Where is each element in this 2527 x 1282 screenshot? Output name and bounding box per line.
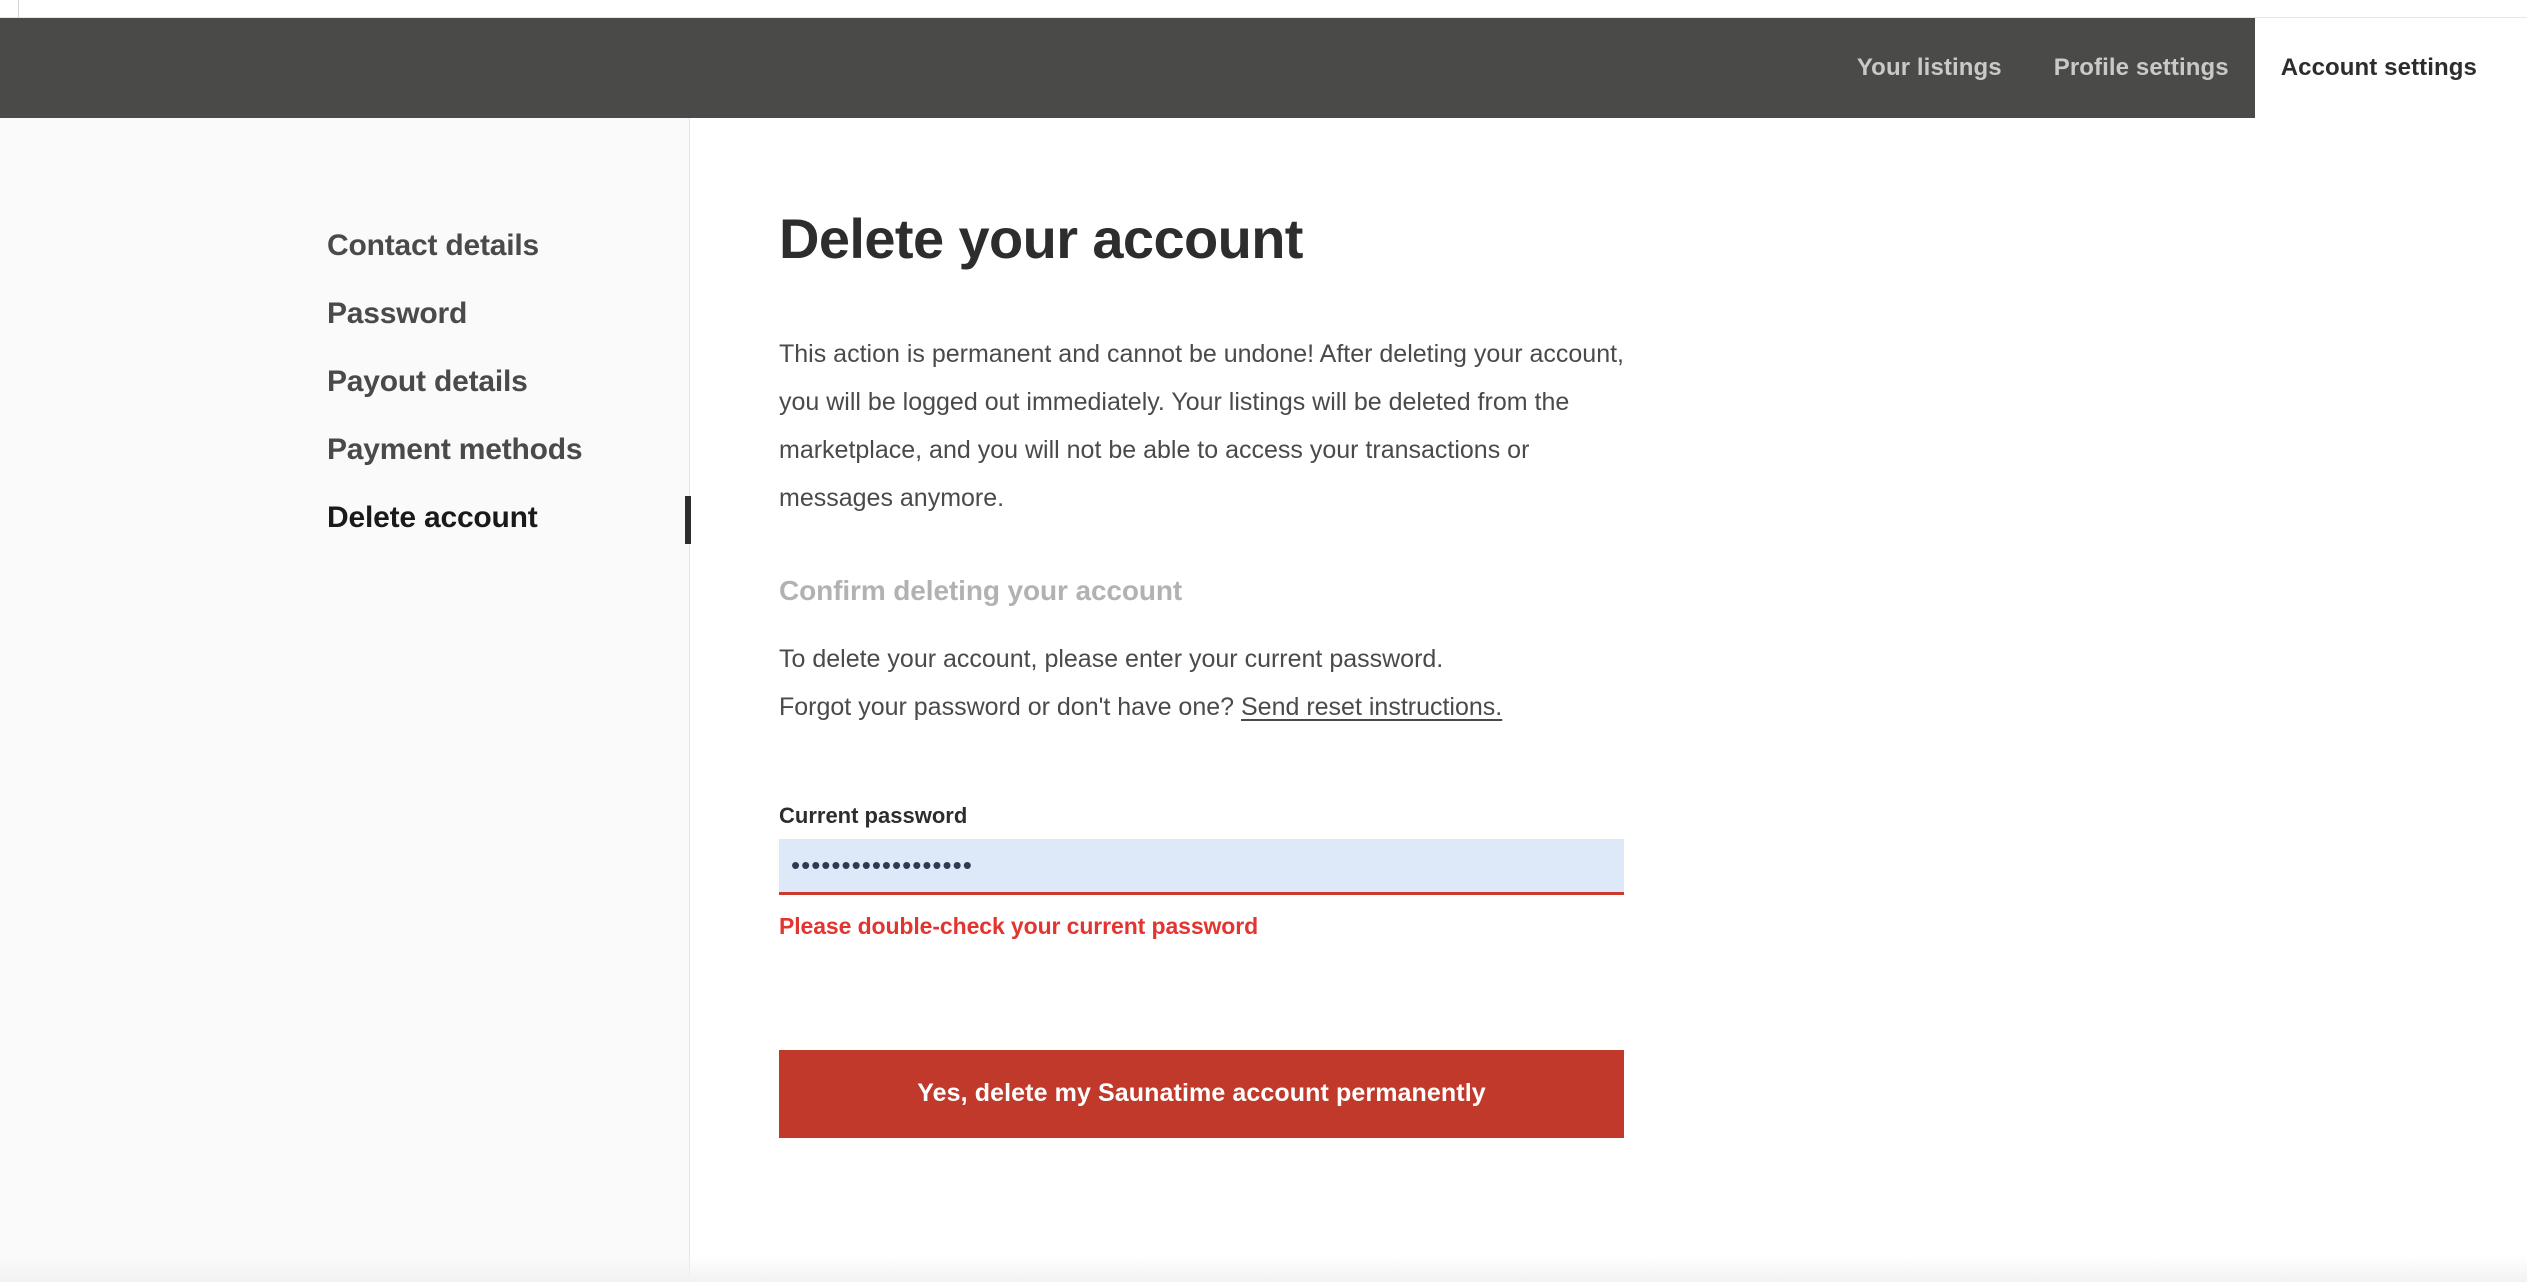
sidebar-item-contact-details[interactable]: Contact details bbox=[327, 229, 540, 262]
delete-account-button[interactable]: Yes, delete my Saunatime account permanently bbox=[779, 1050, 1624, 1138]
page-title: Delete your account bbox=[779, 207, 1303, 270]
sidebar-item-label: Delete account bbox=[327, 501, 538, 534]
current-password-field-block bbox=[779, 803, 1624, 940]
main-content bbox=[690, 118, 2527, 1282]
instructions-block bbox=[779, 635, 1679, 731]
sidebar-items bbox=[0, 118, 689, 535]
sidebar-item-payout-details[interactable]: Payout details bbox=[327, 365, 528, 398]
password-error-message: Please double-check your current password bbox=[779, 912, 1259, 939]
send-reset-instructions-link[interactable]: Send reset instructions. bbox=[1241, 692, 1503, 721]
instructions-line-2 bbox=[779, 683, 1679, 731]
sidebar-item-delete-account[interactable] bbox=[327, 501, 689, 535]
settings-sidebar bbox=[0, 118, 690, 1282]
top-nav-links bbox=[1831, 18, 2527, 118]
current-password-label: Current password bbox=[779, 802, 968, 828]
current-password-input[interactable] bbox=[779, 839, 1624, 895]
nav-item-account-settings[interactable]: Account settings bbox=[2255, 18, 2527, 118]
bottom-fade bbox=[0, 1256, 2527, 1282]
page-body bbox=[0, 118, 2527, 1282]
nav-item-your-listings[interactable]: Your listings bbox=[1856, 54, 2002, 81]
top-navigation-bar bbox=[0, 18, 2527, 118]
browser-tab-edge bbox=[18, 0, 19, 18]
nav-item-profile-settings[interactable]: Profile settings bbox=[2053, 54, 2229, 81]
browser-chrome-strip bbox=[0, 0, 2527, 18]
sidebar-item-password[interactable]: Password bbox=[327, 297, 468, 330]
confirm-subheading: Confirm deleting your account bbox=[779, 574, 1183, 606]
instructions-line-1: To delete your account, please enter your current password. bbox=[779, 644, 1444, 673]
intro-paragraph: This action is permanent and cannot be undone! After deleting your account, you will be logged out immediately. Your listings will be deleted from the marketplace, and you will not be able to access your transactions or messages anymore. bbox=[779, 339, 1624, 512]
instructions-line-2-prefix: Forgot your password or don't have one? bbox=[779, 692, 1241, 721]
sidebar-item-payment-methods[interactable]: Payment methods bbox=[327, 433, 583, 466]
